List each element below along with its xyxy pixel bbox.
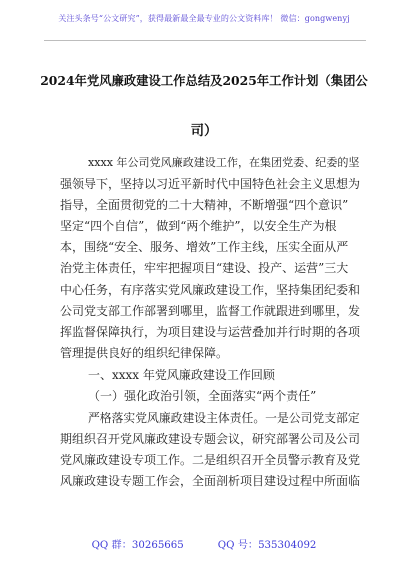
- footer-contact: [0, 536, 408, 551]
- header-promo-note: 关注头条号“公文研究”，获得最新最全最专业的公文资料库！ 微信：gongwenyj: [58, 14, 350, 23]
- body-line: 挥监督保障执行，为项目建设与运营叠加并行时期的各项: [60, 325, 361, 339]
- body-line: 本，围绕“安全、服务、增效”工作主线，压实全面从严: [60, 240, 349, 254]
- body-line: 管理提供良好的组织纪律保障。: [60, 346, 229, 360]
- body-line: 党风廉政建设专项工作。二是组织召开全员警示教育及党: [60, 453, 361, 467]
- body-line: 治党主体责任，牢牢把握项目“建设、投产、运营”三大: [60, 261, 349, 275]
- document-title-line-2: 司）: [190, 123, 218, 139]
- body-line: 期组织召开党风廉政建设专题会议，研究部署公司及公司: [60, 432, 361, 446]
- header-divider: [44, 40, 366, 41]
- body-line: 严格落实党风廉政建设主体责任。一是公司党支部定: [88, 411, 360, 425]
- document-title-line-1: 2024年党风廉政建设工作总结及2025年工作计划（集团公: [40, 73, 368, 88]
- subsection-heading: （一）强化政治引领，全面落实“两个责任”: [88, 389, 317, 403]
- body-line: 风廉政建设专题工作会，全面剖析项目建设过程中所面临: [60, 474, 361, 488]
- body-line: 指导，全面贯彻党的二十大精神，不断增强“四个意识”: [60, 198, 349, 212]
- body-line: 中心任务，有序落实党风廉政建设工作，坚持集团纪委和: [60, 283, 361, 297]
- body-line: 强领导下，坚持以习近平新时代中国特色社会主义思想为: [60, 177, 361, 191]
- body-line: 坚定“四个自信”，做到“两个维护”，以安全生产为根: [60, 219, 337, 233]
- footer-qq-group: QQ 群：30265665: [91, 540, 184, 551]
- body-line: 公司党支部工作部署到哪里，监督工作就跟进到哪里，发: [60, 304, 361, 318]
- body-line: xxxx 年公司党风廉政建设工作，在集团党委、纪委的坚: [88, 156, 360, 169]
- section-heading: 一、xxxx 年党风廉政建设工作回顾: [88, 368, 275, 382]
- footer-qq-number: QQ 号：535304092: [217, 540, 317, 551]
